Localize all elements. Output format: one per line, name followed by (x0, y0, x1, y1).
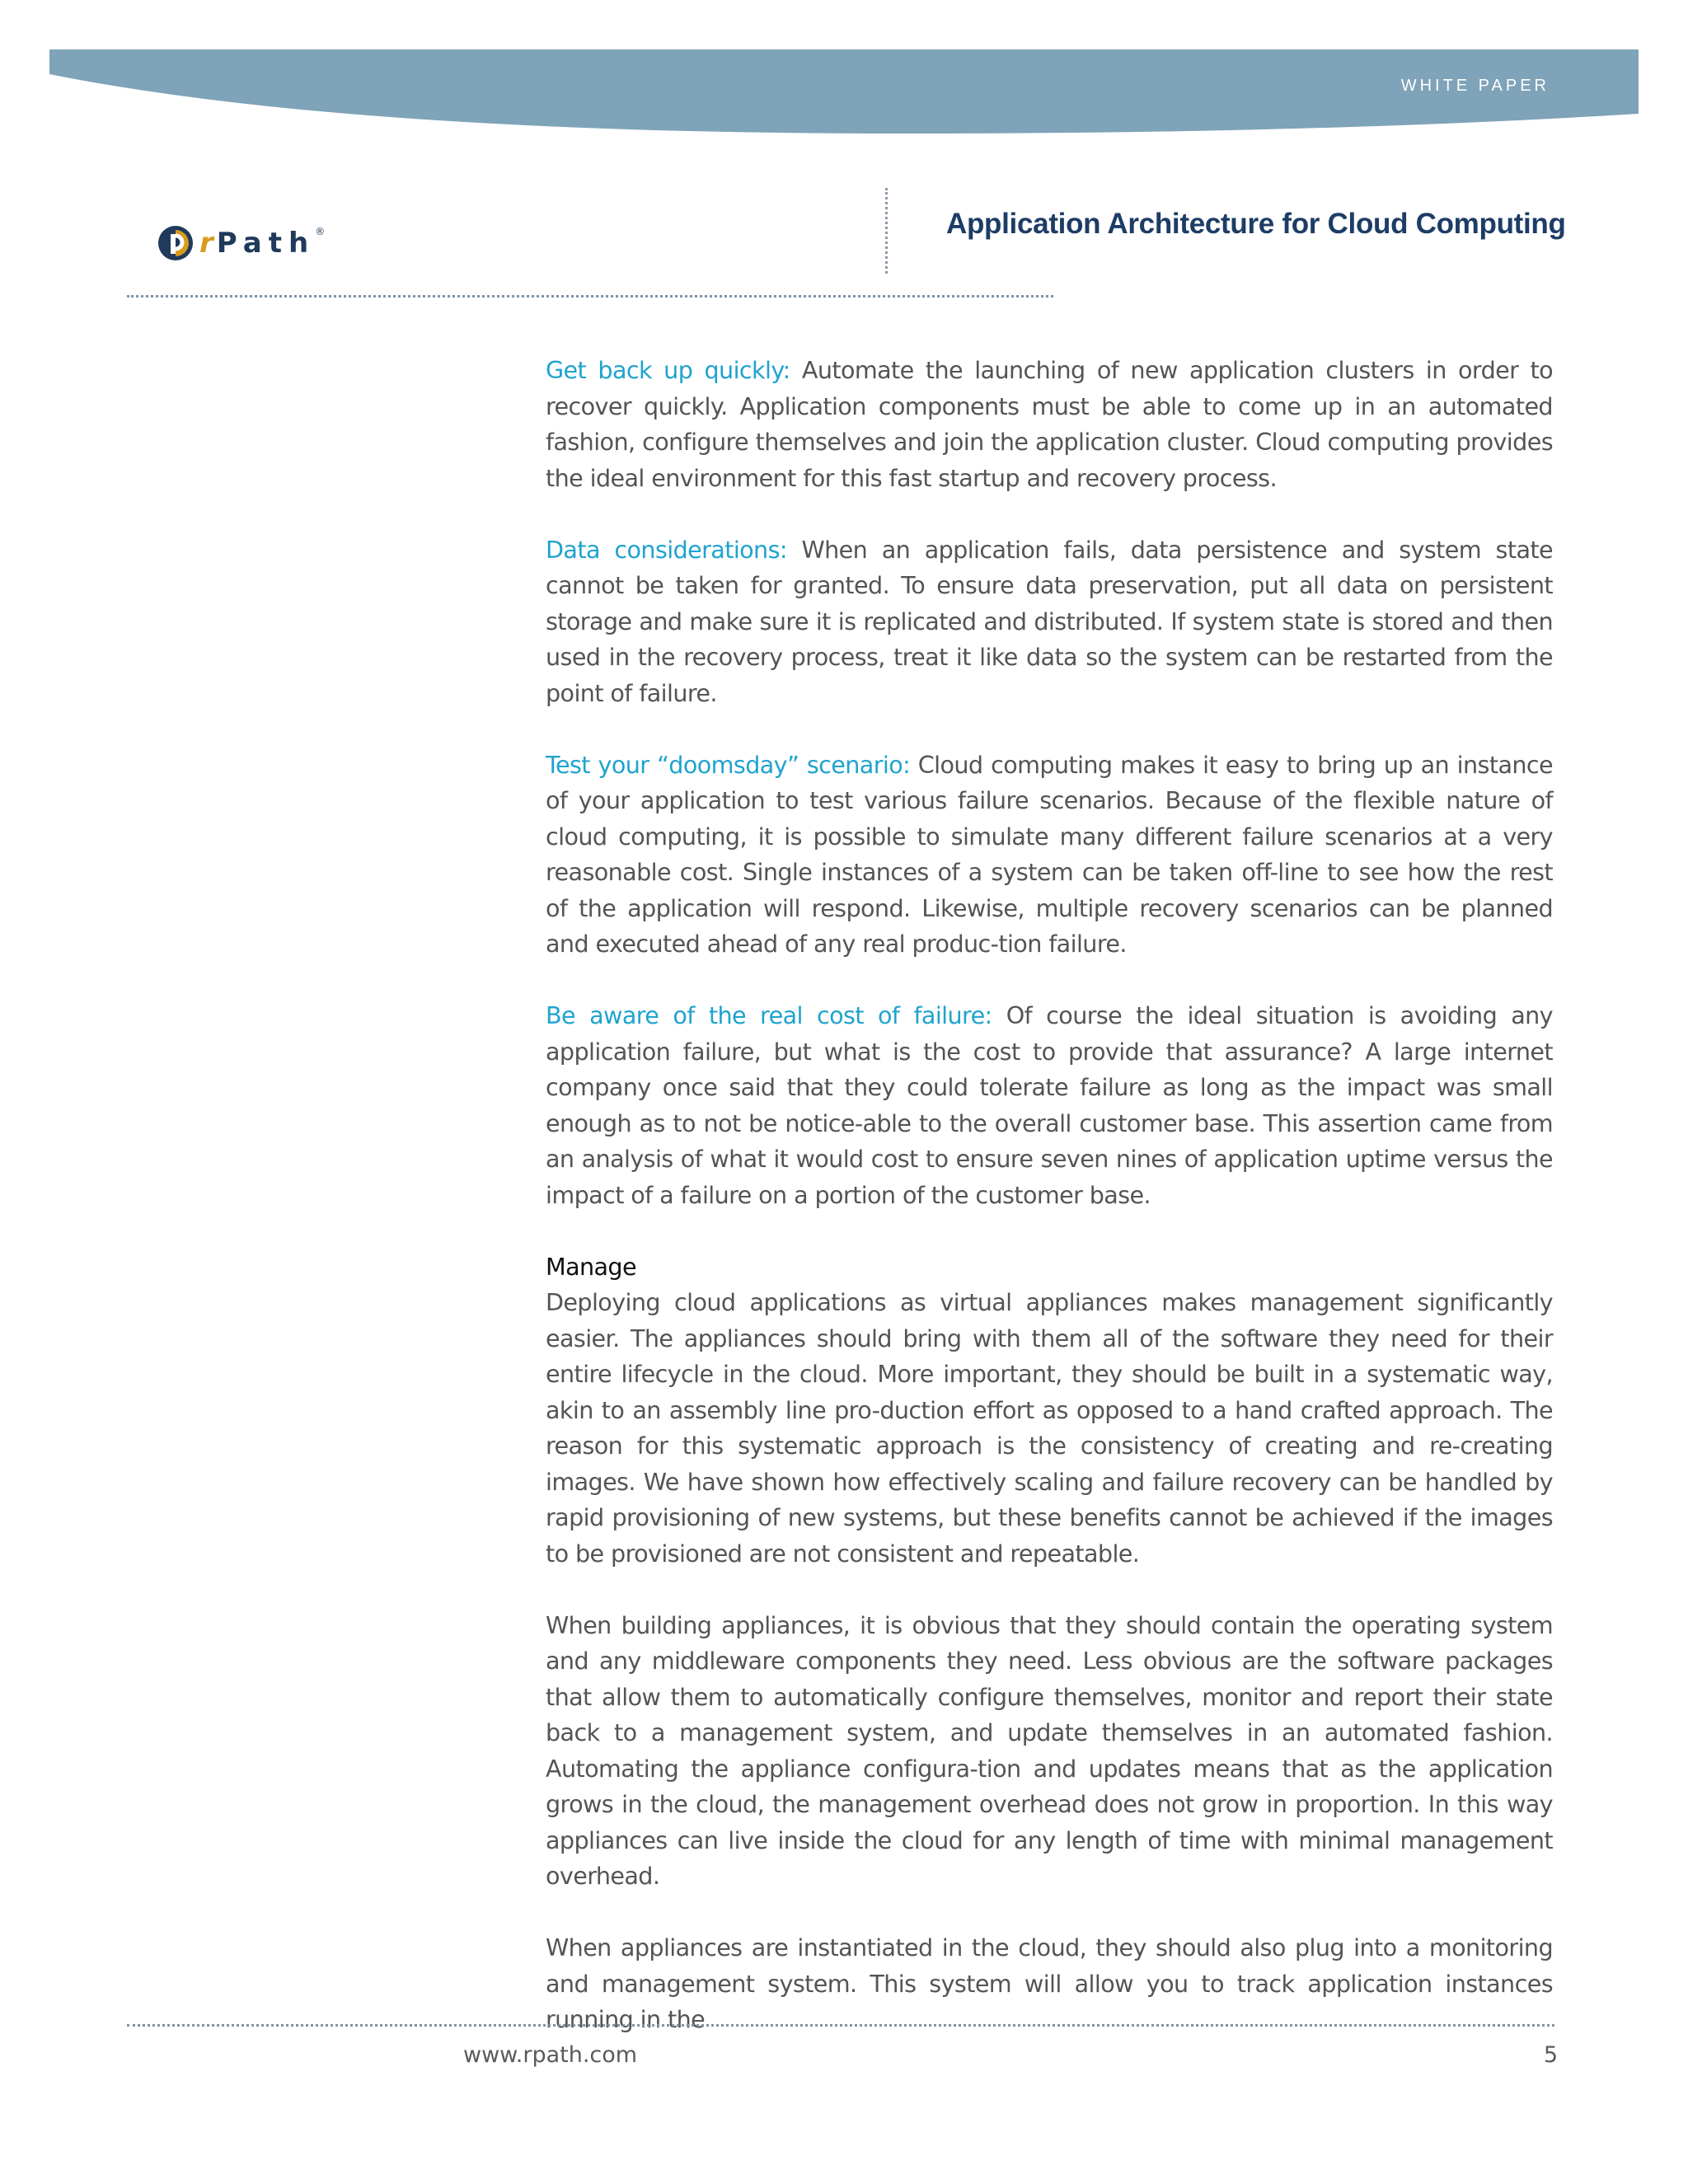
paragraph-text: When an application fails, data persistence and system state cannot be taken for granted. To ensure data preservation, put all data on persistent storage and make sure it is replicated and distributed. If system state is stored and then used in the recovery process, treat it like data so the system can be restarted from the point of failure. (546, 535, 1553, 707)
header-rule (127, 295, 1053, 298)
paragraph-monitoring (546, 1930, 1553, 2038)
paragraph-lead: Data considerations: (546, 535, 787, 564)
paragraph-text: When appliances are instantiated in the cloud, they should also plug into a monitoring and management system. This system will allow you to track application instances running in the (546, 1933, 1553, 2033)
paragraph-text: Of course the ideal situation is avoiding any application failure, but what is the cost to provide that assurance? A large internet company once said that they could tolerate failure as long as the impact was small enough as to not be notice-able to the overall customer base. This assertion came from an analysis of what it would cost to ensure seven nines of application uptime versus the impact of a failure on a portion of the customer base. (546, 1001, 1553, 1209)
banner-label: WHITE PAPER (1400, 77, 1550, 95)
paragraph-lead: Get back up quickly: (546, 356, 790, 384)
rpath-logo (157, 224, 325, 262)
paragraph-get-back-up (546, 353, 1553, 496)
logo-registered-mark: ® (315, 226, 326, 237)
paragraph-text: Automate the launching of new application clusters in order to recover quickly. Application components must be able to come up in an automated fashion, configure themselves and join the application cluster. Cloud computing provides the ideal environment for this fast startup and recovery process. (546, 356, 1554, 492)
page-number: 5 (1543, 2042, 1558, 2068)
section-heading-manage: Manage (546, 1252, 636, 1281)
footer-url[interactable]: www.rpath.com (463, 2042, 638, 2068)
paragraph-lead: Be aware of the real cost of failure: (546, 1001, 992, 1029)
paragraph-text: When building appliances, it is obvious that they should contain the operating system and any middleware components they need. Less obvious are the software packages that allow them to automatically configure themselves, monitor and report their state back to a management system, and update themselves in an automated fashion. Automating the appliance configura-tion and updates means that as the application grows in the cloud, the management overhead does not grow in proportion. In this way appliances can live inside the cloud for any length of time with minimal management overhead. (546, 1610, 1553, 1890)
body-content (546, 353, 1553, 2038)
paragraph-manage (546, 1249, 1553, 1572)
footer-rule (127, 2024, 1554, 2027)
paragraph-cost-of-failure (546, 998, 1553, 1213)
paragraph-data-considerations (546, 532, 1553, 712)
paragraph-text: Cloud computing makes it easy to bring up an instance of your application to test various failure scenarios. Because of the flexible nature of cloud computing, it is possible to simulate many different failure scenarios at a very reasonable cost. Single instances of a system can be taken off-line to see how the rest of the application will respond. Likewise, multiple recovery scenarios can be planned and executed ahead of any real produc-tion failure. (546, 750, 1554, 958)
rpath-logo-icon (157, 224, 195, 262)
paragraph-doomsday (546, 748, 1553, 963)
paragraph-text: Deploying cloud applications as virtual appliances makes management significantly easier. The appliances should bring with them all of the software they need for their entire lifecycle in the cloud. More important, they should be built in a systematic way, akin to an assembly line pro-duction effort as opposed to a hand crafted approach. The reason for this systematic approach is the consistency of creating and re-creating images. We have shown how effectively scaling and failure recovery can be handled by rapid provisioning of new systems, but these benefits cannot be achieved if the images to be provisioned are not consistent and repeatable. (546, 1288, 1553, 1568)
header-divider (885, 188, 888, 274)
paragraph-lead: Test your “doomsday” scenario: (546, 750, 911, 779)
document-title: Application Architecture for Cloud Computing (946, 208, 1566, 240)
logo-wordmark: rPath (199, 227, 316, 260)
paragraph-building-appliances (546, 1608, 1553, 1895)
